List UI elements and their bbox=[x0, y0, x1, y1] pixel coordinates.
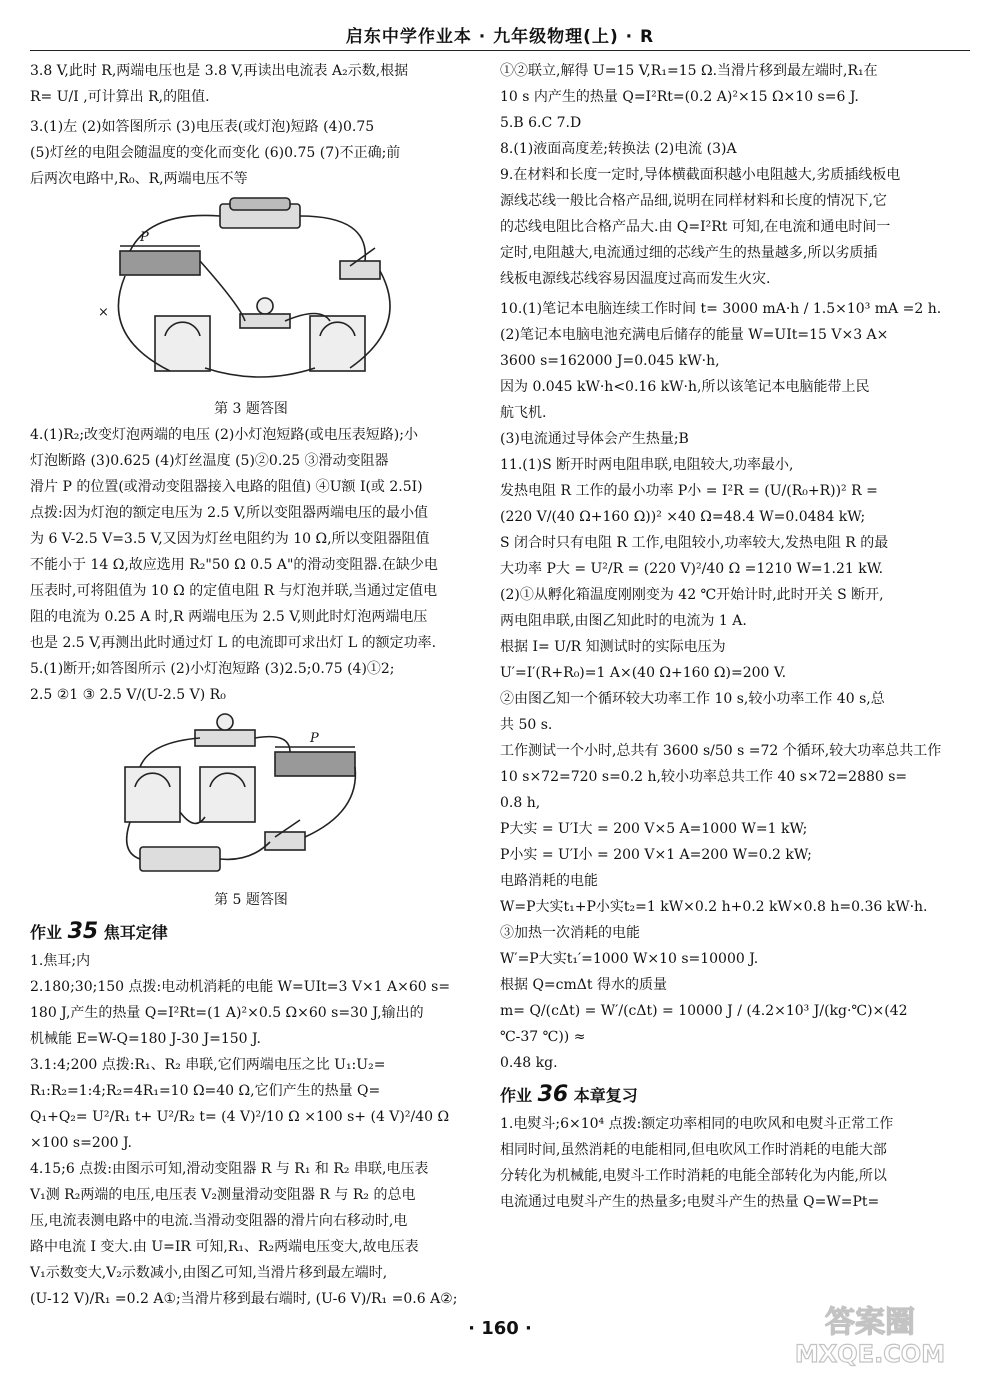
figure-3-caption: 第 3 题答图 bbox=[214, 401, 288, 417]
s35-line: 机械能 E=W-Q=180 J-30 J=150 J. bbox=[30, 1031, 261, 1047]
text-line: R= U/I ,可计算出 R,的阻值. bbox=[30, 89, 210, 105]
answer-10-line: 因为 0.045 kW·h<0.16 kW·h,所以该笔记本电脑能带上民 bbox=[500, 379, 870, 395]
figure-3-circuit bbox=[30, 196, 472, 396]
s36-line: 相同时间,虽然消耗的电能相同,但电吹风工作时消耗的电能大部 bbox=[500, 1142, 887, 1158]
answer-3-line: 3.(1)左 (2)如答图所示 (3)电压表(或灯泡)短路 (4)0.75 bbox=[30, 119, 375, 135]
answer-9-line: 的芯线电阻比合格产品大.由 Q=I²Rt 可知,在电流和通电时间一 bbox=[500, 219, 891, 235]
section-number: 36 bbox=[537, 1082, 569, 1107]
svg-text:×: × bbox=[98, 305, 109, 320]
answer-11-line: (2)①从孵化箱温度刚刚变为 42 ℃开始计时,此时开关 S 断开, bbox=[500, 587, 884, 603]
s35-line: R₁:R₂=1:4;R₂=4R₁=10 Ω=40 Ω,它们产生的热量 Q= bbox=[30, 1083, 381, 1099]
s35-line: 1.焦耳;内 bbox=[30, 953, 91, 969]
answer-11-line: P大实 = U′I大 = 200 V×5 A=1000 W=1 kW; bbox=[500, 821, 808, 837]
s35-line: 4.15;6 点拨:由图示可知,滑动变阻器 R 与 R₁ 和 R₂ 串联,电压表 bbox=[30, 1161, 429, 1177]
answer-11-line: 大功率 P大 = U²/R = (220 V)²/40 Ω =1210 W=1.21 kW. bbox=[500, 561, 884, 577]
s35-line: V₁示数变大,V₂示数减小,由图乙可知,当滑片移到最左端时, bbox=[30, 1265, 388, 1281]
answer-3-line: (5)灯丝的电阻会随温度的变化而变化 (6)0.75 (7)不正确;前 bbox=[30, 145, 401, 161]
answer-5-line: 5.(1)断开;如答图所示 (2)小灯泡短路 (3)2.5;0.75 (4)①2; bbox=[30, 661, 395, 677]
answer-5-line: 2.5 ②1 ③ 2.5 V/(U-2.5 V) R₀ bbox=[30, 687, 226, 703]
answer-11-line: ②由图乙知一个循环较大功率工作 10 s,较小功率工作 40 s,总 bbox=[500, 691, 885, 707]
answer-11-line: S 闭合时只有电阻 R 工作,电阻较小,功率较大,发热电阻 R 的最 bbox=[500, 535, 889, 551]
answer-9-line: 9.在材料和长度一定时,导体横截面积越小电阻越大,劣质插线板电 bbox=[500, 167, 901, 183]
right-column bbox=[500, 58, 945, 1215]
answer-11-line: 根据 Q=cmΔt 得水的质量 bbox=[500, 977, 667, 993]
s35-line: 2.180;30;150 点拨:电动机消耗的电能 W=UIt=3 V×1 A×60 s= bbox=[30, 979, 451, 995]
answer-4-line: 压表时,可将阻值为 10 Ω 的定值电阻 R 与灯泡并联,当通过定值电 bbox=[30, 583, 438, 599]
s36-line: 电流通过电熨斗产生的热量多;电熨斗产生的热量 Q=W=Pt= bbox=[500, 1194, 880, 1210]
section-prefix: 作业 bbox=[30, 923, 63, 942]
answer-10-line: 10.(1)笔记本电脑连续工作时间 t= 3000 mA·h / 1.5×10³ mA =2 h. bbox=[500, 301, 942, 317]
answer-11-line: 10 s×72=720 s=0.2 h,较小功率总共工作 40 s×72=2880 s= bbox=[500, 769, 908, 785]
watermark-logo bbox=[780, 1300, 960, 1370]
section-35-heading bbox=[30, 919, 472, 946]
answer-4-line: 灯泡断路 (3)0.625 (4)灯丝温度 (5)②0.25 ③滑动变阻器 bbox=[30, 453, 389, 469]
s35-line: 180 J,产生的热量 Q=I²Rt=(1 A)²×0.5 Ω×60 s=30 J,输出的 bbox=[30, 1005, 424, 1021]
answer-10-line: (2)笔记本电脑电池充满电后储存的能量 W=UIt=15 V×3 A× bbox=[500, 327, 889, 343]
watermark-bottom: MXQE.COM bbox=[794, 1340, 946, 1368]
s35-line: 3.1:4;200 点拨:R₁、R₂ 串联,它们两端电压之比 U₁:U₂= bbox=[30, 1057, 386, 1073]
answer-4-line: 滑片 P 的位置(或滑动变阻器接入电路的阻值) ④U额 I(或 2.5I) bbox=[30, 479, 423, 495]
answer-9-line: 线板电源线芯线容易因温度过高而发生火灾. bbox=[500, 271, 771, 287]
s35-line: 压,电流表测电路中的电流.当滑动变阻器的滑片向右移动时,电 bbox=[30, 1213, 408, 1229]
s36-line: 1.电熨斗;6×10⁴ 点拨:额定功率相同的电吹风和电熨斗正常工作 bbox=[500, 1116, 894, 1132]
answer-10-line: (3)电流通过导体会产生热量;B bbox=[500, 431, 689, 447]
answer-9-line: 定时,电阻越大,电流通过细的芯线产生的热量越多,所以劣质插 bbox=[500, 245, 878, 261]
answer-11-line: 发热电阻 R 工作的最小功率 P小 = I²R = (U/(R₀+R))² R = bbox=[500, 483, 878, 499]
page-header: 启东中学作业本 · 九年级物理(上) · R bbox=[345, 27, 655, 47]
section-36-heading bbox=[500, 1082, 945, 1109]
left-column bbox=[30, 58, 472, 1312]
answer-4-line: 4.(1)R₂;改变灯泡两端的电压 (2)小灯泡短路(或电压表短路);小 bbox=[30, 427, 418, 443]
answer-11-line: 0.8 h, bbox=[500, 795, 541, 811]
s36-line: 分转化为机械能,电熨斗工作时消耗的电能全部转化为内能,所以 bbox=[500, 1168, 887, 1184]
s35-line: Q₁+Q₂= U²/R₁ t+ U²/R₂ t= (4 V)²/10 Ω ×100 s+ (4 V)²/40 Ω ×100 s=200 J. bbox=[30, 1109, 450, 1151]
text-line: ①②联立,解得 U=15 V,R₁=15 Ω.当滑片移到最左端时,R₁在 bbox=[500, 63, 878, 79]
answer-9-line: 源线芯线一般比合格产品细,说明在同样材料和长度的情况下,它 bbox=[500, 193, 887, 209]
answer-11-line: U′=I′(R+R₀)=1 A×(40 Ω+160 Ω)=200 V. bbox=[500, 665, 787, 681]
section-number: 35 bbox=[67, 919, 99, 944]
figure-5-caption: 第 5 题答图 bbox=[214, 892, 288, 908]
circuit-diagram-3 bbox=[30, 196, 472, 396]
s35-line: 路中电流 I 变大.由 U=IR 可知,R₁、R₂两端电压变大,故电压表 bbox=[30, 1239, 419, 1255]
answer-11-line: 根据 I= U/R 知测试时的实际电压为 bbox=[500, 639, 726, 655]
text-line: 5.B 6.C 7.D bbox=[500, 115, 582, 131]
answer-11-line: W=P大实t₁+P小实t₂=1 kW×0.2 h+0.2 kW×0.8 h=0.36 kW·h. bbox=[500, 899, 928, 915]
answer-4-line: 点拨:因为灯泡的额定电压为 2.5 V,所以变阻器两端电压的最小值 bbox=[30, 505, 428, 521]
answer-10-line: 航飞机. bbox=[500, 405, 547, 421]
section-title: 焦耳定律 bbox=[103, 923, 168, 942]
text-line: 3.8 V,此时 R,两端电压也是 3.8 V,再读出电流表 A₂示数,根据 bbox=[30, 63, 409, 79]
text-line: 8.(1)液面高度差;转换法 (2)电流 (3)A bbox=[500, 141, 737, 157]
text-line: 10 s 内产生的热量 Q=I²Rt=(0.2 A)²×15 Ω×10 s=6 J. bbox=[500, 89, 859, 105]
answer-11-line: 0.48 kg. bbox=[500, 1055, 558, 1071]
answer-11-line: 电路消耗的电能 bbox=[500, 873, 598, 889]
answer-11-line: 11.(1)S 断开时两电阻串联,电阻较大,功率最小, bbox=[500, 457, 794, 473]
answer-4-line: 阻的电流为 0.25 A 时,R 两端电压为 2.5 V,则此时灯泡两端电压 bbox=[30, 609, 428, 625]
figure-5-circuit bbox=[30, 712, 472, 887]
answer-11-line: (220 V/(40 Ω+160 Ω))² ×40 Ω=48.4 W=0.0484 kW; bbox=[500, 509, 866, 525]
answer-4-line: 不能小于 14 Ω,故应选用 R₂"50 Ω 0.5 A"的滑动变阻器.在缺少电 bbox=[30, 557, 438, 573]
circuit-diagram-5 bbox=[30, 712, 472, 887]
section-prefix: 作业 bbox=[500, 1086, 533, 1105]
section-title: 本章复习 bbox=[573, 1086, 638, 1105]
svg-text:P: P bbox=[140, 230, 149, 245]
answer-3-line: 后两次电路中,R₀、R,两端电压不等 bbox=[30, 171, 248, 187]
watermark-graphic bbox=[780, 1300, 960, 1370]
svg-text:P: P bbox=[310, 731, 319, 746]
answer-11-line: ③加热一次消耗的电能 bbox=[500, 925, 640, 941]
answer-4-line: 为 6 V-2.5 V=3.5 V,又因为灯丝电阻约为 10 Ω,所以变阻器阻值 bbox=[30, 531, 430, 547]
watermark-top: 答案圈 bbox=[825, 1305, 915, 1340]
answer-11-line: 工作测试一个小时,总共有 3600 s/50 s =72 个循环,较大功率总共工作 bbox=[500, 743, 942, 759]
answer-11-line: W′=P大实t₁′=1000 W×10 s=10000 J. bbox=[500, 951, 759, 967]
answer-10-line: 3600 s=162000 J=0.045 kW·h, bbox=[500, 353, 720, 369]
header-rule bbox=[30, 50, 970, 51]
s35-line: (U-12 V)/R₁ =0.2 A①;当滑片移到最右端时, (U-6 V)/R₁ =0.6 A②; bbox=[30, 1291, 458, 1307]
answer-11-line: 两电阻串联,由图乙知此时的电流为 1 A. bbox=[500, 613, 747, 629]
answer-4-line: 也是 2.5 V,再测出此时通过灯 L 的电流即可求出灯 L 的额定功率. bbox=[30, 635, 437, 651]
answer-11-line: 共 50 s. bbox=[500, 717, 553, 733]
answer-11-line: P小实 = U′I小 = 200 V×1 A=200 W=0.2 kW; bbox=[500, 847, 812, 863]
page-number: · 160 · bbox=[468, 1318, 532, 1339]
answer-11-line: m= Q/(cΔt) = W′/(cΔt) = 10000 J / (4.2×10³ J/(kg·℃)×(42 ℃-37 ℃)) ≈ bbox=[500, 1003, 908, 1045]
s35-line: V₁测 R₂两端的电压,电压表 V₂测量滑动变阻器 R 与 R₂ 的总电 bbox=[30, 1187, 416, 1203]
